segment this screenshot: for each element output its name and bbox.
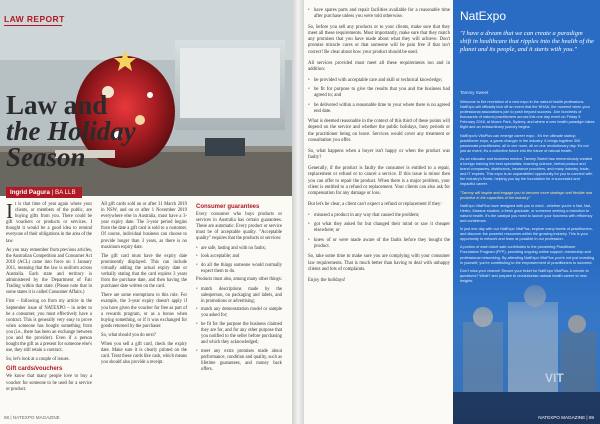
left-page xyxy=(0,0,292,424)
list-item: • do all the things someone would normally expect them to do. xyxy=(196,263,282,275)
author-name: Ingrid Pagura xyxy=(10,189,50,196)
section-tag: LAW REPORT xyxy=(4,14,65,24)
title-line-3: Season xyxy=(6,142,86,172)
list-item: • meet any extra promises made about performance, condition and quality, such as lifetime guarantees, and money back offers. xyxy=(196,349,282,373)
bullet-list xyxy=(308,213,450,250)
quote-attribution: Tammy Sweet xyxy=(460,90,489,95)
list-item: • be delivered within a reasonable time to your where there is no agreed end date. xyxy=(308,103,450,116)
paragraph: What is deemed reasonable in the context of this third of these points will depend on the service and whether the public holidays, busy periods or the practitioner being on leave. Services would cover any treatment or consultation you offer. xyxy=(308,119,450,144)
title-line-2: the Holiday xyxy=(6,116,136,146)
article-column-3 xyxy=(196,202,282,376)
paragraph: NatExpo's VitaPlus can emerge career expo - it's the ultimate startup practitioner expo, a game-changer in the industry. It brings together 300 passionate practitioners, all in one room, all on one revolutionary day. It's not just an event, it's a collective future into the future of natural health. xyxy=(460,133,589,153)
subheading-gift-cards: Gift cards/vouchers xyxy=(6,366,63,373)
paragraph: Every consumer who buys products or services in Australia has certain guarantees. These are automatic. Every product or service must be of acceptable quality. "Acceptable quality" requires that the products or services: xyxy=(196,212,282,242)
page-folio-right: NATEXPO MAGAZINE | 69 xyxy=(538,415,594,420)
list-item: • are safe, lasting and with no faults; xyxy=(196,246,282,252)
paragraph: So, before you sell any products or to your clients, make sure that they meet all these requirements. Most importantly, make sure that they match any promises that you have made about what they will achieve. Don't promise miracle cures or that someone will be pain free if that isn't correct! Be clear about how your product should be used. xyxy=(308,24,450,55)
panel-title: NatExpo xyxy=(460,9,507,23)
list-item: • knew of or were made aware of the faults before they bought the product. xyxy=(308,238,450,251)
intro-paragraph: It is that time of year again where your clients, or members of the public, are buying gifts from you. There could be gift vouchers or products or services. I thought it would be a good idea to remind everyone of their obligations in the area of the law. xyxy=(6,199,92,244)
list-item: • be fit for purpose to give the results that you and the business had agreed to; and xyxy=(308,87,450,100)
paragraph: When you sell a gift card, check the expiry date. Make sure it is clearly printed on the card. Treat these cards like cash, which means you should also provide a receipt. xyxy=(101,341,187,366)
list-item: • match descriptions made by the salesperson, on packaging and labels, and in promotions or advertising; xyxy=(196,287,282,305)
bullet-list xyxy=(308,78,450,115)
hero-image xyxy=(0,0,292,196)
list-item: • be provided with acceptable care and skill or technical knowledge; xyxy=(308,78,450,84)
paragraph: So, take some time to make sure you are complying with your consumer law requirements. That is much better than having to deal with unhappy clients and lots of complaints. xyxy=(308,254,450,272)
paragraph: All services provided must meet all these requirements too and in addition: xyxy=(308,60,450,72)
page-folio-left: 68 | NATEXPO MAGAZINE xyxy=(4,415,60,420)
paragraph: Products must also, among many other things: xyxy=(196,277,282,283)
paragraph: A portion of each ticket sale contributes to the pioneering Practitioner Foundation Program (PFP), providing ongoing online support, mentorship and professional networking. By attending NatExpo VitaPlus you're not just investing in yourself; you're contributing to the empowerment of practitioners to succeed. xyxy=(460,245,595,265)
list-item: • have spares parts and repair facilities available for a reasonable time after purchase unless you were told otherwise. xyxy=(308,8,450,21)
list-item: • misused a product in any way that caused the problem; xyxy=(308,213,450,219)
highlighted-quote: "Tammy will inspire and engage you to become more strategic and flexible and proactive in the capacities of the industry." xyxy=(460,190,593,200)
author-credentials: | BA LLB xyxy=(51,189,76,196)
list-item: • be fit for the purpose the business claimed they are for, and for any other purpose that you notified to the seller before purchasing and which they acknowledged; xyxy=(196,322,282,346)
page-gutter xyxy=(292,0,304,424)
paragraph: The gift card must have the expiry date prominently displayed. This can include virtually adding the actual expiry date or verbally stating that the card expires 3 years from the purchase date, and then having the purchaser date written on the card. xyxy=(101,253,187,290)
natexpo-sidebar-panel xyxy=(453,0,600,424)
paragraph: But let's be clear, a client can't expect a refund or replacement if they: xyxy=(308,201,442,207)
article-title xyxy=(6,92,156,170)
paragraph: In just one day with our NatExpo VitaPlus, explore many facets of practitioners, and discover the powerful resources within the growing industry. This is your opportunity to network and learn at possible in our profession. xyxy=(460,227,593,242)
paragraph: Enjoy the holidays! xyxy=(308,277,346,283)
section-tag-rule xyxy=(4,25,62,26)
paragraph: Generally, if the product is faulty the consumer is entitled to a repair, replacement or refund or to cancel a service. If this issue is minor then you can offer to repair the product. When there is a major problem, your client is entitled to a refund or replacement. Your clients can also ask for compensation for any damage or loss. xyxy=(308,165,450,197)
paragraph: NatExpo VitaPlus have designed with you in mind - whether you're a Nat, Nat, Herbo, Massue student, a fresh graduate, or someone seeking a transition to natural health. It's the catalyst you need to launch your business with efficiency and confidence. xyxy=(460,203,593,223)
paragraph: There are some exemptions to this rule. For example, the 3-year expiry doesn't apply if you have given the voucher for free as part of a rewards program, or as a bonus when buying something, or if it was exchanged for goods returned by the purchaser. xyxy=(101,293,187,329)
title-line-1: Law and xyxy=(6,90,108,120)
paragraph: Don't miss your chance! Secure your ticket for NatExpo VitaPlus. A minute to questions? What? and prepare to revolutionise natural health career to new heights. xyxy=(460,268,589,283)
bullet-list xyxy=(308,8,450,21)
paragraph: Welcome to the revelation of a new expo in the natural health professions. NatExpo will officially kick off an event that the NHAA, the moment when your professional associations join to push beyond success. Join hundreds of thousands of natural practitioners across this one day event on Friday 9 February 2018, at Moore Park, Sydney, and where a new health paradigm takes flight and an extraordinary journey begins. xyxy=(460,100,595,130)
paragraph: First – following on from my article in the September issue of NATEXPO – in order to be a consumer, you must effectively have a contract. This is generally very easy to prove when someone has bought something from you (i.e., there has been an exchange between you and the provider). Even if a person bought the gift as a present for someone else's use, they still retain a contract. xyxy=(6,299,92,354)
right-page xyxy=(304,0,600,424)
paragraph: So, what should you do next? xyxy=(101,332,156,338)
paragraph: So, what happens when a buyer isn't happy or when the product was faulty? xyxy=(308,148,450,161)
panel-body-text xyxy=(460,100,595,287)
list-item: • got what they asked for but changed their mind or saw it cheaper elsewhere; or xyxy=(308,222,450,235)
paragraph: As an educator and business mentor, Tammy Sweet has tremendously created a foreign training the best specialists, teaching science, herbal product and brand companies, distributors, insurance providers, and many industry, trade, and IT experts. This expo is an unparalleled opportunity for you to connect with the industry's finest, helping you lay the foundation for a successful and impactful career. xyxy=(460,156,593,187)
panel-pull-quote: "I have a dream that we can create a paradigm shift in healthcare that ripples into the health of the planet and its people, and it starts with you." xyxy=(460,30,594,54)
bullet-list xyxy=(196,287,282,374)
paragraph: All gift cards sold on or after 31 March 2019 in NSW, and on or after 1 November 2019 everywhere else in Australia, must have a 3-year expiry date. The 3-year period begins from the date a gift card is sold to a customer. Of course, individual business can choose to provide longer than 3 years, as there is no maximum expiry date. xyxy=(101,202,187,250)
list-item: • match any demonstration model or sample you asked for; xyxy=(196,307,282,319)
bullet-list xyxy=(196,246,282,275)
list-item: • look acceptable; and xyxy=(196,254,282,260)
article-column-2 xyxy=(101,202,187,369)
drop-cap: I xyxy=(6,199,13,223)
paragraph: We know that many people love to buy a voucher for someone to be used for a service or product. xyxy=(6,374,92,392)
author-byline xyxy=(6,187,82,198)
subheading-consumer-guarantees: Consumer guarantees xyxy=(196,204,260,210)
article-column-continued xyxy=(308,8,450,288)
article-column-1 xyxy=(6,199,92,396)
paragraph: So, let's look at a couple of issues. xyxy=(6,357,70,363)
paragraph: As you may remember from previous articles, the Australian Competition and Consumer Act 2010 (ACL) came into force on 1 January 2011, meaning that the law is uniform across Australia. Each state and territory is administered by the Department of Fair Trading within that state. (Please note that in some states it is called Consumer Affairs.) xyxy=(6,247,92,296)
